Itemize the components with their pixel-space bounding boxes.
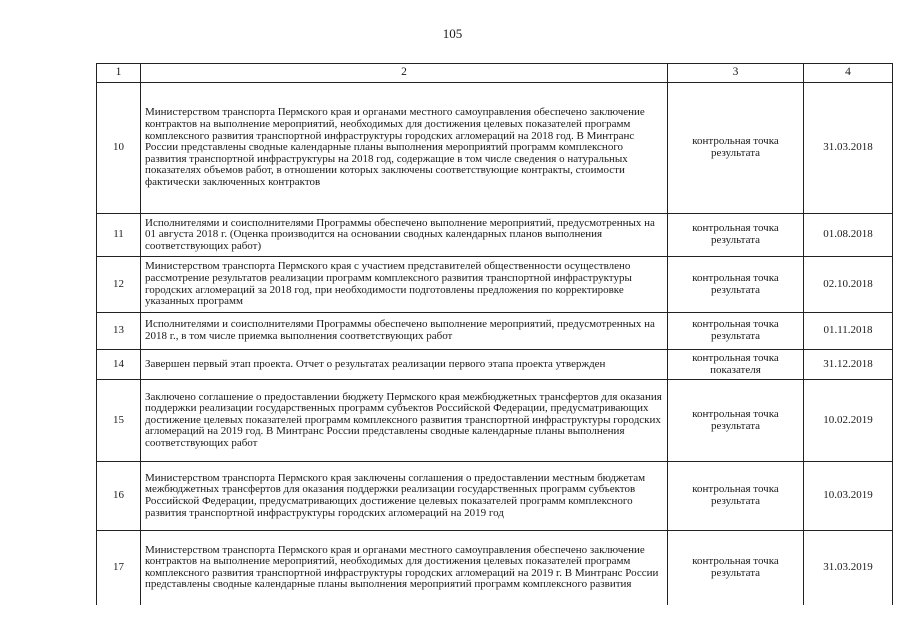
row-control-type: контрольная точка результата xyxy=(668,462,804,531)
row-description: Министерством транспорта Пермского края и органами местного самоуправления обеспечено заключение контрактов на выполнение мероприятий, необходимых для достижения целевых показателей программ комплексного развития транспортной инфраструктуры городских агломераций на 2018 год. В Минтранс России представлены сводные календарные планы выполнения мероприятий программ комплексного развития транспортной инфраструктуры на 2018 год, содержащие в том числе сведения о натуральных показателях объемов работ, в отношении которых заключены соответствующие контракты, стоимости фактически заключенных контрактов xyxy=(141,83,668,214)
header-col-3: 3 xyxy=(668,64,804,83)
row-number: 17 xyxy=(97,531,141,605)
table-row xyxy=(97,83,893,214)
row-control-type: контрольная точка результата xyxy=(668,214,804,257)
row-description: Министерством транспорта Пермского края заключены соглашения о предоставлении местным бюджетам межбюджетных трансфертов для оказания поддержки реализации государственных программ субъектов Российской Федерации, предусматривающих достижение целевых показателей программ комплексного развития транспортной инфраструктуры городских агломераций на 2019 год xyxy=(141,462,668,531)
table-row xyxy=(97,257,893,313)
row-number: 13 xyxy=(97,313,141,350)
row-number: 14 xyxy=(97,350,141,380)
row-control-type: контрольная точка результата xyxy=(668,83,804,214)
row-control-type: контрольная точка результата xyxy=(668,257,804,313)
row-date: 02.10.2018 xyxy=(804,257,893,313)
table-row xyxy=(97,531,893,605)
row-number: 16 xyxy=(97,462,141,531)
row-description: Завершен первый этап проекта. Отчет о результатах реализации первого этапа проекта утвержден xyxy=(141,350,668,380)
header-col-1: 1 xyxy=(97,64,141,83)
row-date: 01.11.2018 xyxy=(804,313,893,350)
row-number: 15 xyxy=(97,380,141,462)
row-description: Министерством транспорта Пермского края с участием представителей общественности осуществлено рассмотрение результатов реализации программ комплексного развития транспортной инфраструктуры городских агломераций за 2018 год, при необходимости подготовлены предложения по корректировке указанных программ xyxy=(141,257,668,313)
control-points-table xyxy=(96,63,893,605)
row-control-type: контрольная точка результата xyxy=(668,531,804,605)
header-col-2: 2 xyxy=(141,64,668,83)
row-date: 01.08.2018 xyxy=(804,214,893,257)
row-number: 11 xyxy=(97,214,141,257)
row-date: 31.03.2019 xyxy=(804,531,893,605)
row-control-type: контрольная точка результата xyxy=(668,380,804,462)
row-date: 10.03.2019 xyxy=(804,462,893,531)
page-number: 105 xyxy=(442,26,463,41)
row-control-type: контрольная точка показателя xyxy=(668,350,804,380)
row-control-type: контрольная точка результата xyxy=(668,313,804,350)
table-row xyxy=(97,214,893,257)
table-row xyxy=(97,350,893,380)
table-row xyxy=(97,462,893,531)
row-number: 12 xyxy=(97,257,141,313)
row-description: Исполнителями и соисполнителями Программы обеспечено выполнение мероприятий, предусмотренных на 01 августа 2018 г. (Оценка производится на основании сводных календарных планов выполнения соответствующих работ) xyxy=(141,214,668,257)
header-col-4: 4 xyxy=(804,64,893,83)
table-row xyxy=(97,380,893,462)
row-description: Министерством транспорта Пермского края и органами местного самоуправления обеспечено заключение контрактов на выполнение мероприятий, необходимых для достижения целевых показателей программ комплексного развития транспортной инфраструктуры городских агломераций на 2019 г. В Минтранс России представлены сводные календарные планы выполнения мероприятий программ комплексного развития xyxy=(141,531,668,605)
table-row xyxy=(97,313,893,350)
row-description: Исполнителями и соисполнителями Программы обеспечено выполнение мероприятий, предусмотренных на 2018 г., в том числе приемка выполнения соответствующих работ xyxy=(141,313,668,350)
row-date: 31.03.2018 xyxy=(804,83,893,214)
row-date: 31.12.2018 xyxy=(804,350,893,380)
row-description: Заключено соглашение о предоставлении бюджету Пермского края межбюджетных трансфертов для оказания поддержки реализации государственных программ субъектов Российской Федерации, предусматривающих достижение целевых показателей программ комплексного развития транспортной инфраструктуры городских агломераций на 2019 год. В Минтранс России представлены сводные календарные планы выполнения соответствующих работ xyxy=(141,380,668,462)
table-header-row xyxy=(97,64,893,83)
row-date: 10.02.2019 xyxy=(804,380,893,462)
row-number: 10 xyxy=(97,83,141,214)
